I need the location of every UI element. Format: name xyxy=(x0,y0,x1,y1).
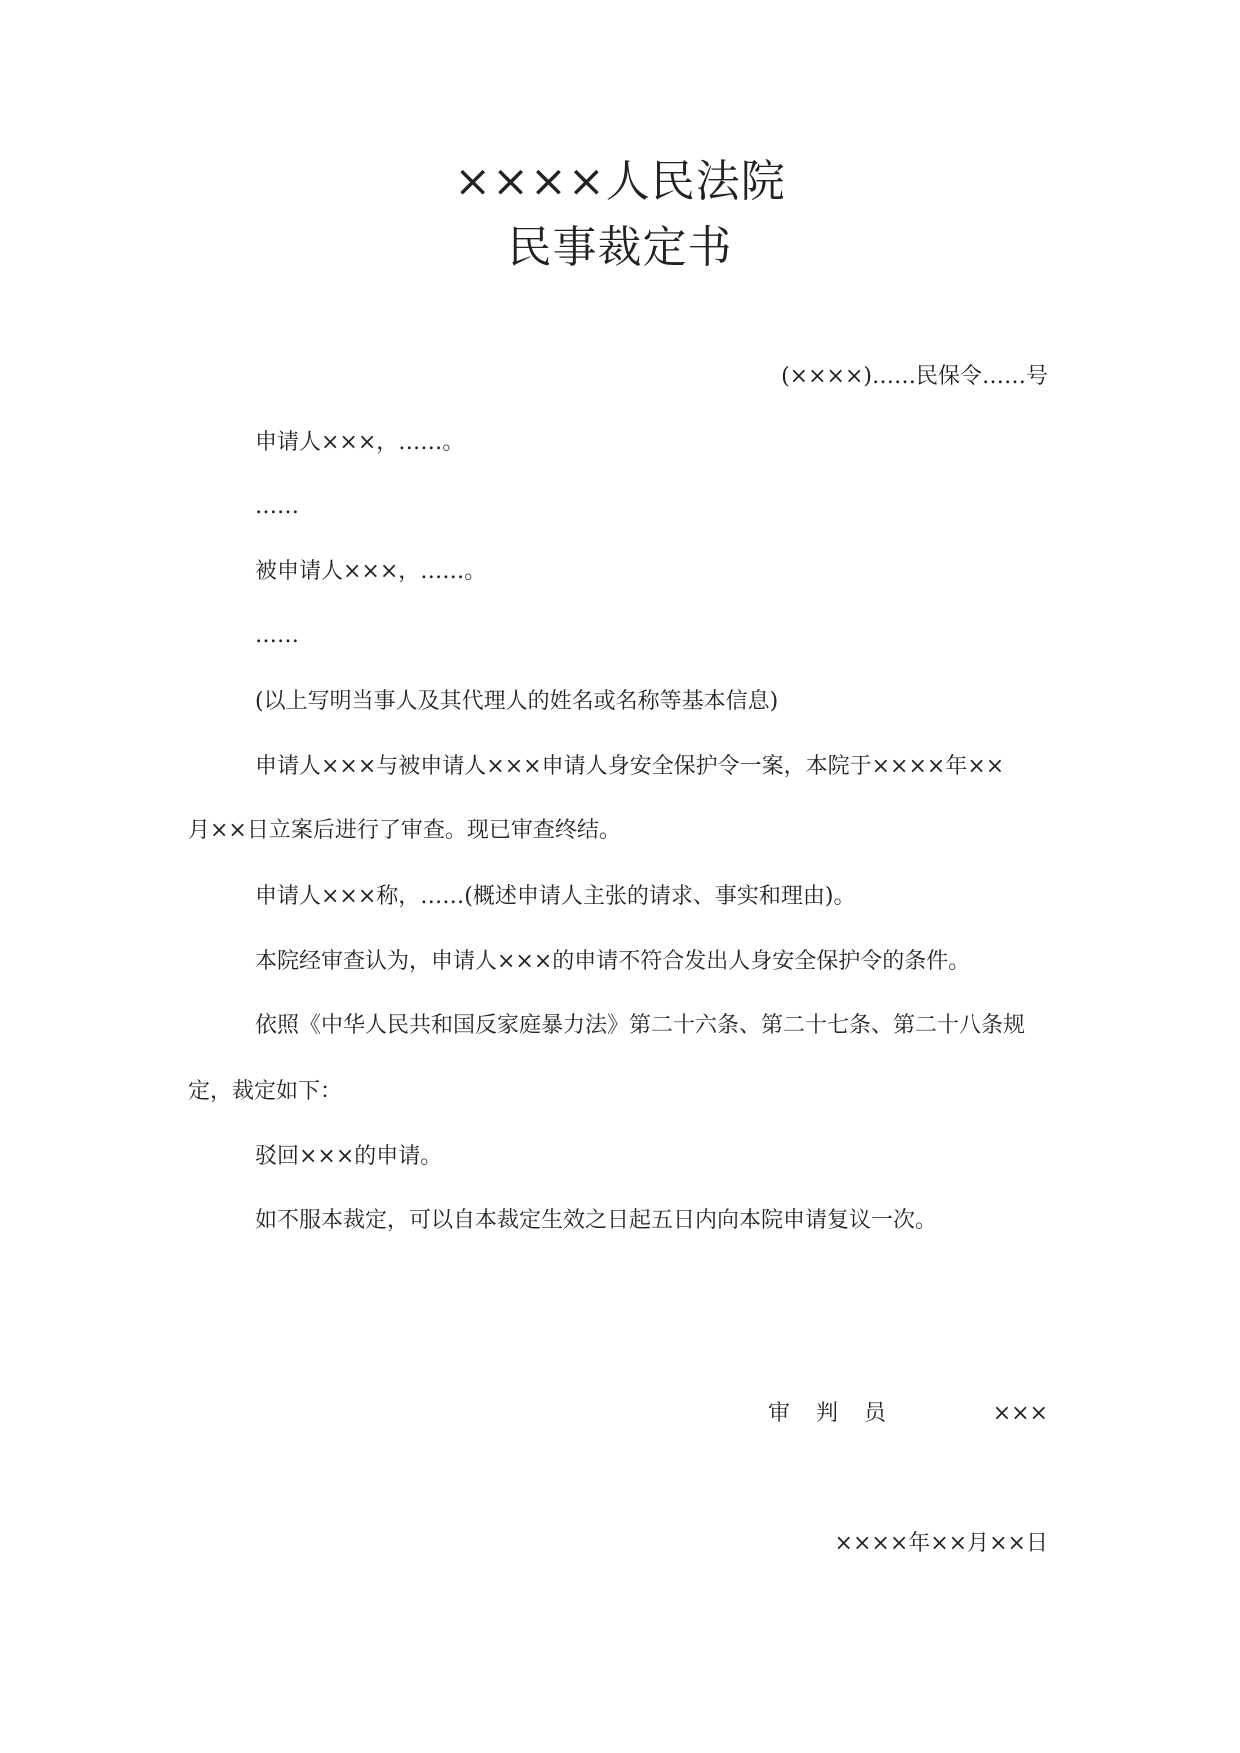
case-intro-line: 月××日立案后进行了审查。现已审查终结。 xyxy=(188,818,621,843)
ruling-date: ××××年××月××日 xyxy=(834,1531,1048,1556)
appeal-paragraph: 如不服本裁定，可以自本裁定生效之日起五日内向本院申请复议一次。 xyxy=(255,1208,938,1233)
case-number: (××××)……民保令……号 xyxy=(781,364,1048,389)
party-info-note: (以上写明当事人及其代理人的姓名或名称等基本信息) xyxy=(255,689,779,714)
respondent-line: 被申请人×××，……。 xyxy=(255,559,487,584)
legal-basis-line: 依照《中华人民共和国反家庭暴力法》第二十六条、第二十七条、第二十八条规 xyxy=(255,1013,1026,1038)
legal-basis-line: 定，裁定如下： xyxy=(188,1079,343,1104)
judge-name: ××× xyxy=(992,1401,1048,1426)
court-name: ××××人民法院 xyxy=(454,156,786,207)
document-title: 民事裁定书 xyxy=(507,222,733,273)
finding-paragraph: 本院经审查认为，申请人×××的申请不符合发出人身安全保护令的条件。 xyxy=(255,949,971,974)
judge-signature xyxy=(768,1403,1048,1427)
judge-title: 审判员 xyxy=(768,1401,913,1426)
case-intro-line: 申请人×××与被申请人×××申请人身安全保护令一案，本院于××××年×× xyxy=(255,754,1005,779)
applicant-line: 申请人×××，……。 xyxy=(255,430,465,455)
ellipsis-line: …… xyxy=(255,623,299,648)
claim-paragraph: 申请人×××称，……(概述申请人主张的请求、事实和理由)。 xyxy=(255,884,856,909)
ruling-paragraph: 驳回×××的申请。 xyxy=(255,1144,443,1169)
ellipsis-line: …… xyxy=(255,494,299,519)
